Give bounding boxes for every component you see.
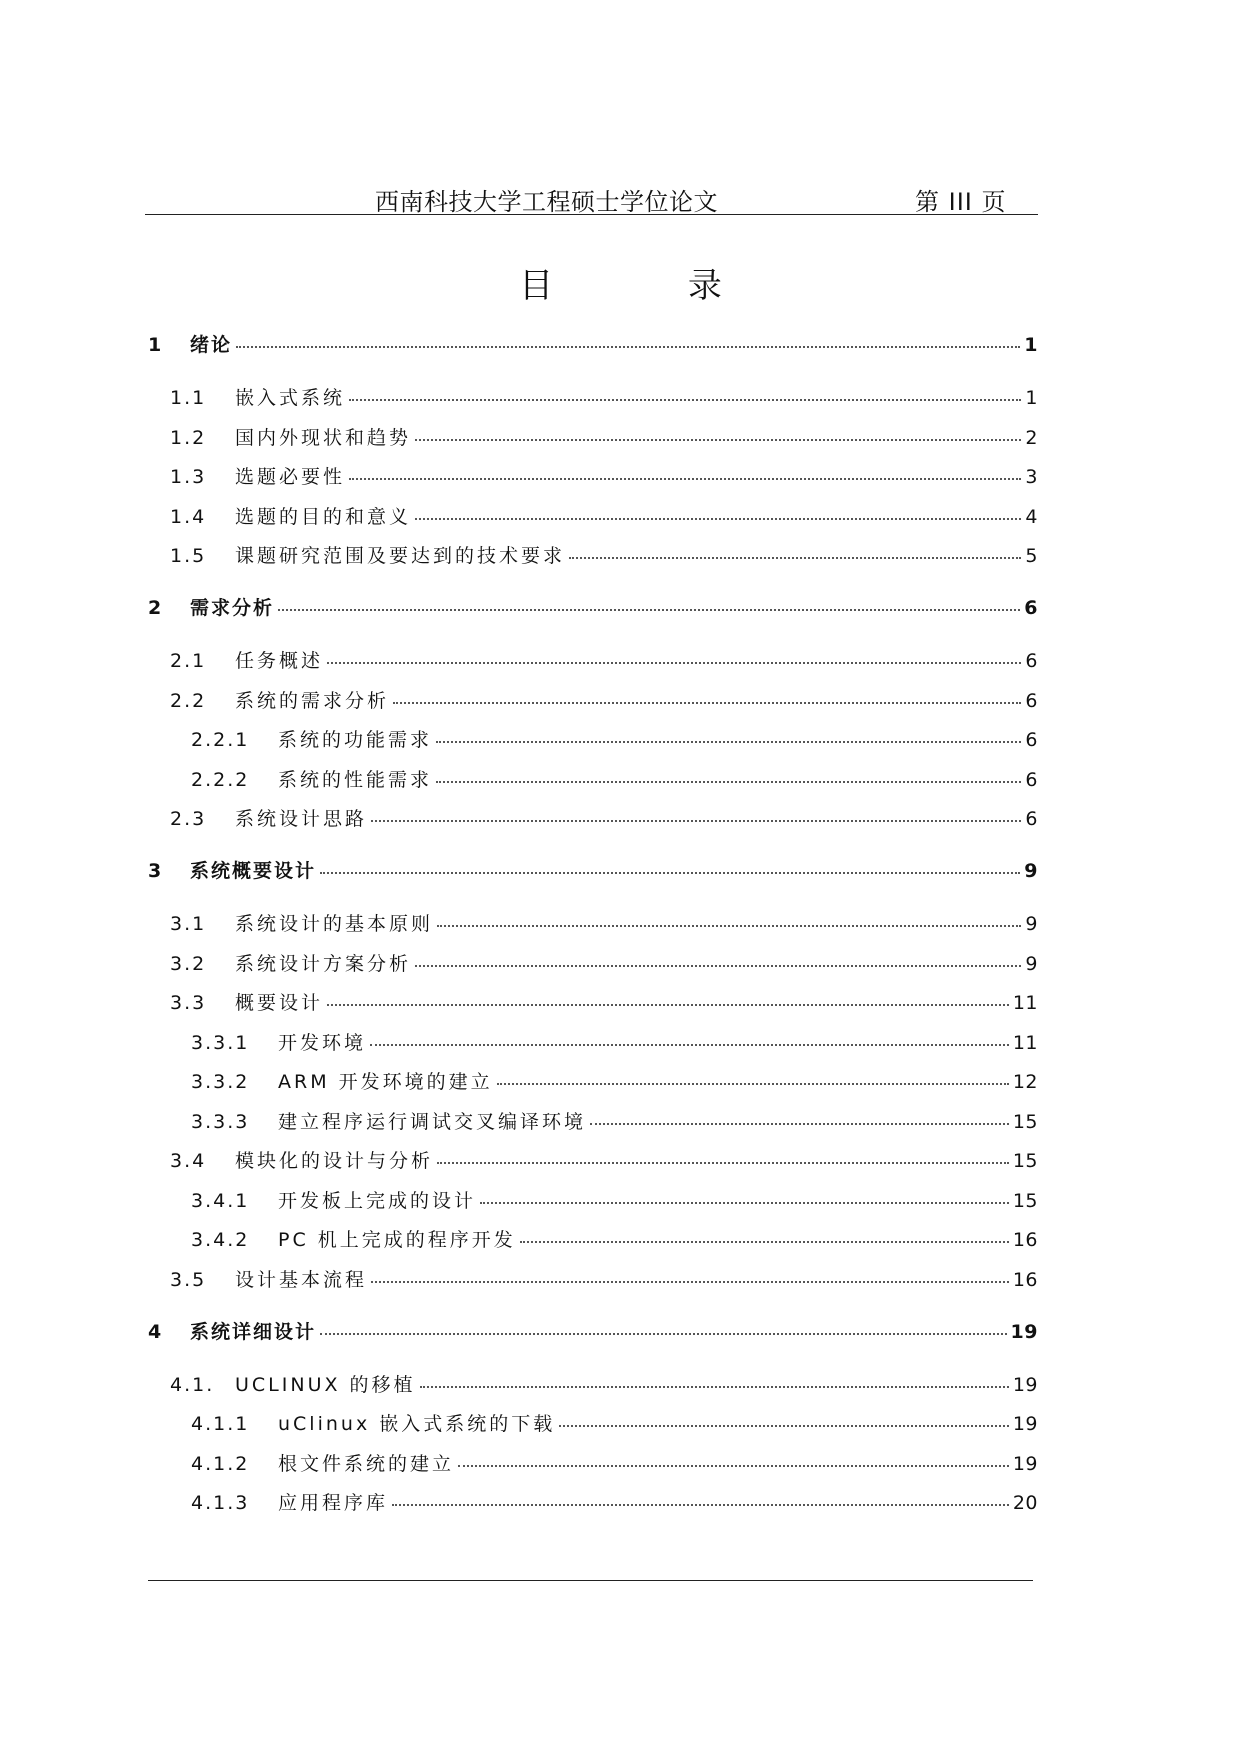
toc-dot-leader [236,345,1020,348]
toc-entry-number: 1 [148,334,164,356]
toc-entry-number: 1.5 [170,545,207,567]
toc-entry-title: 模块化的设计与分析 [235,1150,434,1172]
toc-dot-leader [320,1332,1007,1335]
header-title: 西南科技大学工程硕士学位论文 [375,188,718,216]
toc-entry-title: 根文件系统的建立 [278,1452,455,1475]
toc-entry-page: 19 [1010,1320,1038,1343]
toc-entry-title: 任务概述 [235,650,324,672]
toc-chapter-entry[interactable] [148,593,1038,623]
toc-entry-title: 系统的性能需求 [278,768,433,791]
toc-entry-page: 19 [1012,1413,1038,1435]
toc-entry[interactable] [148,1186,1038,1216]
toc-chapter-entry[interactable] [148,856,1038,886]
toc-entry-page: 1 [1024,334,1038,356]
toc-entry-page: 16 [1012,1229,1038,1251]
toc-entry-page: 9 [1025,952,1038,975]
toc-entry-page: 6 [1025,689,1038,712]
toc-entry[interactable] [148,1067,1038,1097]
toc-entry-page: 1 [1025,387,1038,409]
toc-entry-number: 1.4 [170,505,207,528]
toc-entry-page: 15 [1012,1110,1038,1133]
toc-entry-number: 3.3.1 [191,1031,250,1054]
toc-entry-page: 20 [1012,1492,1038,1514]
toc-entry-title: 系统概要设计 [190,860,317,882]
toc-entry-page: 6 [1025,729,1038,751]
toc-dot-leader [569,556,1021,559]
toc-entry[interactable] [148,462,1038,492]
toc-entry[interactable] [148,541,1038,571]
toc-entry[interactable] [148,1449,1038,1479]
toc-entry[interactable] [148,1488,1038,1518]
toc-dot-leader [436,740,1021,743]
toc-entry-number: 3.3.2 [191,1071,250,1093]
toc-entry-page: 9 [1024,860,1038,882]
toc-entry[interactable] [148,765,1038,795]
toc-entry-page: 6 [1025,650,1038,672]
toc-entry-title: 开发板上完成的设计 [278,1189,477,1212]
toc-chapter-entry[interactable] [148,330,1038,360]
toc-entry-page: 3 [1025,466,1038,488]
toc-entry-number: 1.2 [170,426,207,449]
toc-entry-number: 1.1 [170,387,207,409]
toc-entry-title: 系统设计思路 [235,808,368,830]
toc-entry-number: 3.4.2 [191,1229,250,1251]
toc-entry-page: 2 [1025,426,1038,449]
toc-entry[interactable] [148,1146,1038,1176]
toc-dot-leader [371,1280,1009,1283]
toc-entry-number: 3.4.1 [191,1189,250,1212]
toc-entry-number: 3.3.3 [191,1110,250,1133]
toc-entry[interactable] [148,1028,1038,1058]
toc-entry[interactable] [148,804,1038,834]
toc-entry[interactable] [148,502,1038,532]
toc-dot-leader [320,871,1020,874]
toc-entry[interactable] [148,988,1038,1018]
toc-entry-number: 3.1 [170,913,207,935]
toc-entry-number: 1.3 [170,466,207,488]
toc-dot-leader [415,438,1021,441]
toc-dot-leader [349,477,1021,480]
toc-entry-title: ARM 开发环境的建立 [278,1071,493,1093]
toc-entry-page: 15 [1012,1150,1038,1172]
toc-dot-leader [278,608,1020,611]
toc-entry-title: 课题研究范围及要达到的技术要求 [235,545,566,567]
toc-entry-page: 6 [1024,597,1038,619]
toc-dot-leader [458,1464,1009,1467]
toc-entry[interactable] [148,725,1038,755]
toc-entry[interactable] [148,383,1038,413]
toc-entry-number: 3 [148,860,164,882]
toc-entry-page: 6 [1025,768,1038,791]
toc-entry-title: 选题必要性 [235,466,346,488]
toc-entry-number: 4.1.2 [191,1452,250,1475]
header-page-number: 第 III 页 [915,188,1007,216]
toc-entry-page: 11 [1012,1031,1038,1054]
toc-entry[interactable] [148,686,1038,716]
table-of-contents [148,0,1038,1600]
toc-entry[interactable] [148,1370,1038,1400]
toc-entry-title: 系统的需求分析 [235,689,390,712]
toc-entry-number: 2.2.1 [191,729,250,751]
toc-entry-title: PC 机上完成的程序开发 [278,1229,516,1251]
toc-entry[interactable] [148,1107,1038,1137]
toc-dot-leader [371,819,1021,822]
toc-entry-title: 概要设计 [235,992,324,1014]
toc-entry-number: 2.2 [170,689,207,712]
toc-entry-number: 2.3 [170,808,207,830]
toc-entry[interactable] [148,909,1038,939]
toc-entry[interactable] [148,423,1038,453]
toc-dot-leader [497,1082,1009,1085]
toc-entry-number: 2 [148,597,164,619]
toc-entry-number: 2.1 [170,650,207,672]
toc-entry-number: 2.2.2 [191,768,250,791]
toc-dot-leader [437,1161,1009,1164]
toc-entry-title: 系统的功能需求 [278,729,433,751]
toc-entry-title: 国内外现状和趋势 [235,426,412,449]
toc-entry-title: 开发环境 [278,1031,367,1054]
toc-entry-page: 15 [1012,1189,1038,1212]
toc-entry-page: 9 [1025,913,1038,935]
footer-rule [148,1580,1033,1581]
toc-entry-number: 4.1. [170,1373,215,1396]
toc-entry-number: 4.1.3 [191,1492,250,1514]
toc-entry-title: 建立程序运行调试交叉编译环境 [278,1110,587,1133]
toc-entry-title: 选题的目的和意义 [235,505,412,528]
toc-entry-title: 嵌入式系统 [235,387,346,409]
toc-dot-leader [520,1240,1009,1243]
toc-dot-leader [327,1003,1009,1006]
toc-entry-page: 5 [1025,545,1038,567]
toc-entry-page: 12 [1012,1071,1038,1093]
toc-entry-title: 需求分析 [190,597,275,619]
toc-dot-leader [393,701,1021,704]
toc-entry-title: 设计基本流程 [235,1268,368,1291]
toc-dot-leader [415,517,1021,520]
toc-entry[interactable] [148,949,1038,979]
toc-dot-leader [420,1385,1009,1388]
toc-dot-leader [559,1424,1009,1427]
toc-entry-number: 4.1.1 [191,1413,250,1435]
toc-entry-number: 3.4 [170,1150,207,1172]
toc-entry[interactable] [148,646,1038,676]
toc-entry-title: uClinux 嵌入式系统的下载 [278,1413,556,1435]
toc-entry-page: 6 [1025,808,1038,830]
toc-entry[interactable] [148,1265,1038,1295]
toc-entry-title: 应用程序库 [278,1492,389,1514]
toc-entry-title: 系统详细设计 [190,1320,317,1343]
toc-entry-number: 3.3 [170,992,207,1014]
toc-entry-title: UCLINUX 的移植 [235,1373,416,1396]
toc-entry-number: 4 [148,1320,164,1343]
toc-entry-page: 19 [1012,1373,1038,1396]
toc-dot-leader [437,924,1021,927]
toc-entry-number: 3.5 [170,1268,207,1291]
toc-dot-leader [480,1201,1009,1204]
toc-entry[interactable] [148,1409,1038,1439]
toc-entry-title: 系统设计的基本原则 [235,913,434,935]
toc-entry-page: 11 [1012,992,1038,1014]
toc-dot-leader [415,964,1021,967]
toc-dot-leader [370,1043,1009,1046]
toc-dot-leader [436,780,1021,783]
toc-entry-number: 3.2 [170,952,207,975]
toc-entry-title: 绪论 [190,334,233,356]
toc-entry-page: 16 [1012,1268,1038,1291]
toc-dot-leader [349,398,1021,401]
toc-dot-leader [392,1503,1009,1506]
toc-entry-page: 19 [1012,1452,1038,1475]
toc-heading: 目 录 [519,266,784,306]
toc-dot-leader [590,1122,1009,1125]
toc-entry[interactable] [148,1225,1038,1255]
toc-entry-page: 4 [1025,505,1038,528]
toc-chapter-entry[interactable] [148,1317,1038,1347]
toc-entry-title: 系统设计方案分析 [235,952,412,975]
toc-dot-leader [327,661,1021,664]
